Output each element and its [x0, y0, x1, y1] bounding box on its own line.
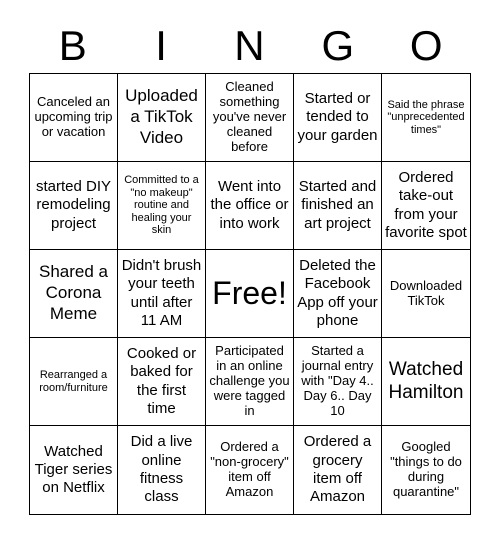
bingo-board — [29, 73, 471, 515]
header-letter-b: B — [58, 22, 88, 69]
bingo-cell-o2[interactable]: Ordered take-out from your favorite spot — [382, 162, 470, 250]
bingo-cell-i1[interactable]: Uploaded a TikTok Video — [118, 74, 206, 162]
bingo-cell-o1[interactable]: Said the phrase "unprecedented times" — [382, 74, 470, 162]
bingo-cell-g3[interactable]: Deleted the Facebook App off your phone — [294, 250, 382, 338]
bingo-cell-b2[interactable]: started DIY remodeling project — [30, 162, 118, 250]
bingo-cell-g2[interactable]: Started and finished an art project — [294, 162, 382, 250]
bingo-cell-b1[interactable]: Canceled an upcoming trip or vacation — [30, 74, 118, 162]
bingo-cell-i4[interactable]: Cooked or baked for the first time — [118, 338, 206, 426]
header-letter-n: N — [234, 22, 266, 69]
bingo-cell-o5[interactable]: Googled "things to do during quarantine" — [390, 439, 462, 499]
bingo-cell-g1[interactable]: Started or tended to your garden — [294, 74, 382, 162]
bingo-header — [29, 18, 471, 74]
bingo-cell-g5[interactable]: Ordered a grocery item off Amazon — [294, 426, 382, 514]
bingo-cell-b5[interactable]: Watched Tiger series on Netflix — [30, 426, 118, 514]
header-letter-g: G — [321, 22, 356, 69]
bingo-cell-b3[interactable]: Shared a Corona Meme — [30, 250, 118, 338]
bingo-cell-free[interactable]: Free! — [206, 250, 294, 338]
bingo-cell-n4[interactable]: Participated in an online challenge you were tagged in — [206, 338, 294, 426]
bingo-cell-i2[interactable]: Committed to a "no makeup" routine and healing your skin — [118, 162, 206, 250]
bingo-cell-i5[interactable]: Did a live online fitness class — [118, 426, 206, 514]
header-letter-i: I — [155, 22, 168, 69]
header-letter-o: O — [409, 22, 444, 69]
bingo-cell-i3[interactable]: Didn't brush your teeth until after 11 AM — [118, 250, 206, 338]
bingo-cell-n1[interactable]: Cleaned something you've never cleaned before — [206, 74, 294, 162]
bingo-cell-b4[interactable]: Rearranged a room/furniture — [30, 338, 118, 426]
bingo-cell-g4[interactable]: Started a journal entry with "Day 4.. Day 6.. Day 10 — [294, 338, 382, 426]
bingo-cell-n2[interactable]: Went into the office or into work — [206, 162, 294, 250]
bingo-cell-o3[interactable]: Downloaded TikTok — [382, 250, 470, 338]
bingo-cell-o4[interactable]: Watched Hamilton — [382, 338, 470, 426]
bingo-cell-n5[interactable]: Ordered a "non-grocery" item off Amazon — [206, 426, 294, 514]
